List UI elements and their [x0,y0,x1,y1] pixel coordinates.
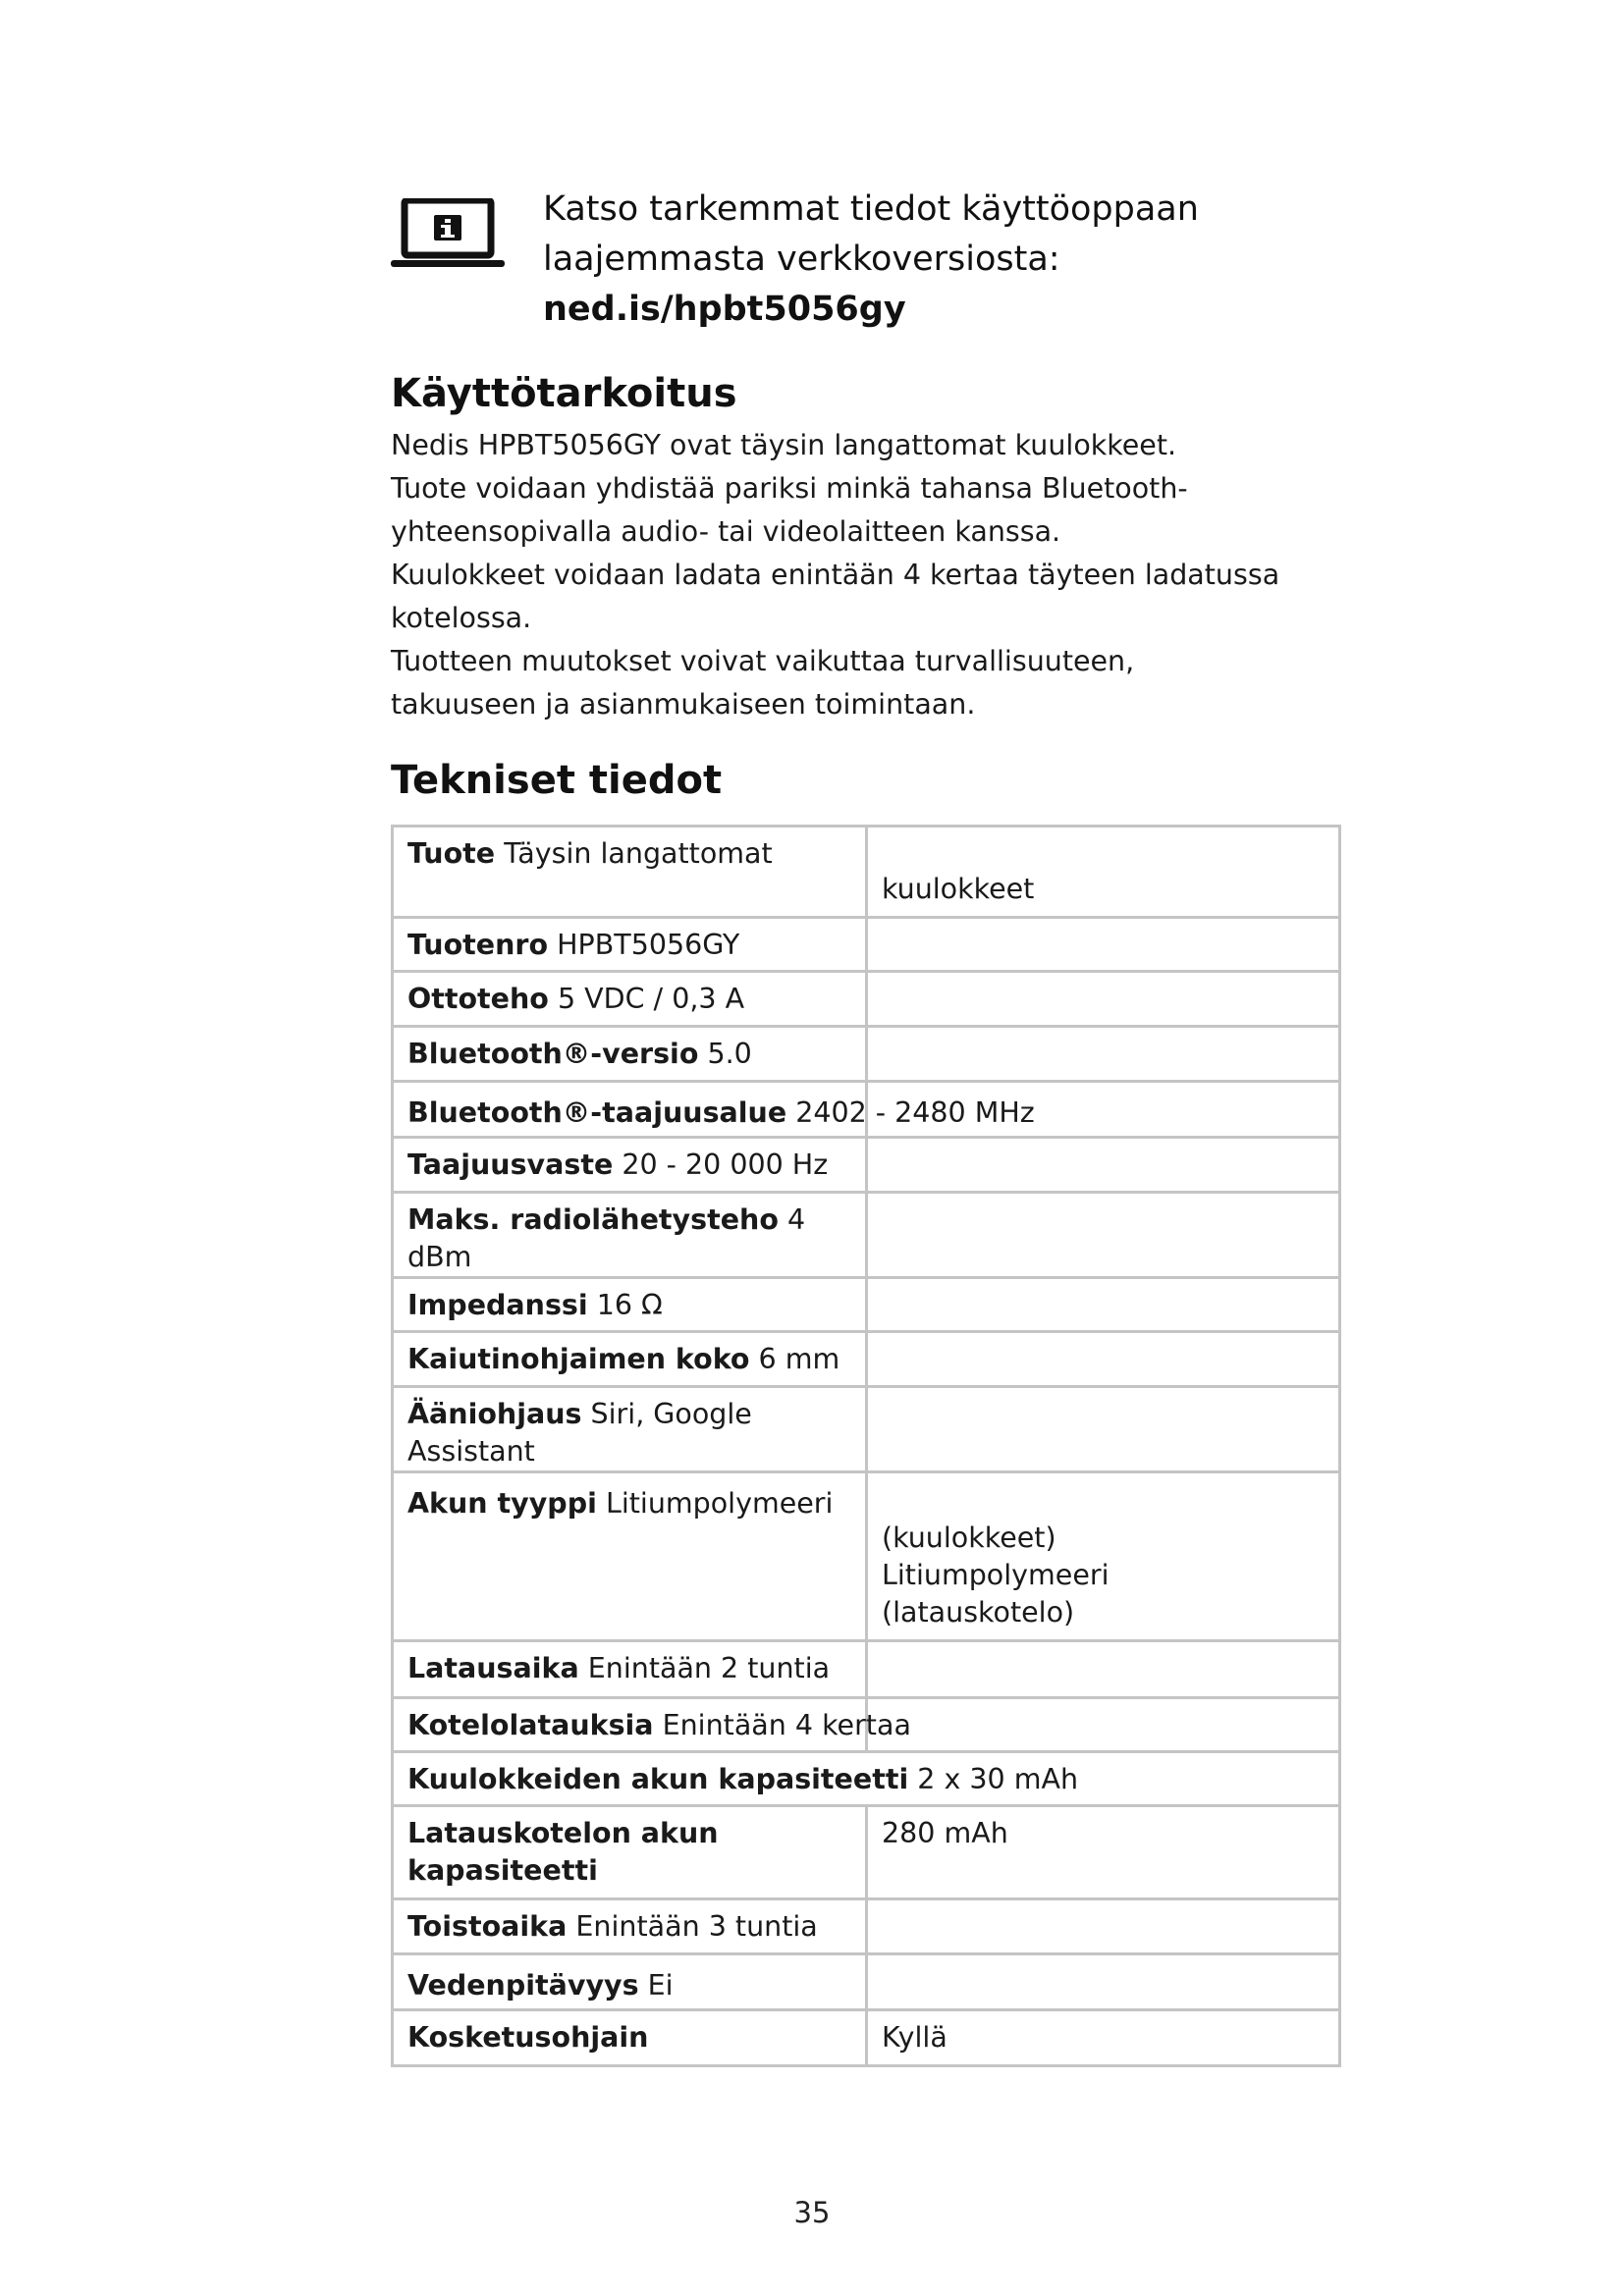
table-row [393,1752,1340,1806]
spec-col2: 280 mAh [867,1806,1340,1899]
spec-cell [393,972,867,1027]
spec-label: Maks. radiolähetysteho [407,1203,779,1236]
table-row [393,1954,1340,2010]
spec-value: 6 mm [758,1343,840,1375]
spec-label: Kosketusohjain [407,2021,649,2054]
spec-cell [393,918,867,972]
spec-value: Enintään 4 kertaa [662,1709,911,1741]
spec-label: Kaiutinohjaimen koko [407,1343,750,1375]
spec-cell [393,1082,1035,1138]
spec-value: 16 Ω [596,1289,663,1321]
notice-line-1: Katso tarkemmat tiedot käyttöoppaan [543,189,1199,229]
manual-url-link[interactable]: ned.is/hpbt5056gy [543,290,906,329]
spec-label: Ääniohjaus [407,1398,582,1430]
spec-label: Toistoaika [407,1910,568,1943]
table-row [393,2010,1340,2066]
spec-col2 [867,918,1340,972]
spec-cell [393,1806,867,1899]
spec-value: 20 - 20 000 Hz [622,1148,829,1181]
paragraph-line: kotelossa. [391,602,532,634]
spec-col2 [867,1332,1340,1387]
spec-label: Akun tyyppi [407,1487,597,1520]
spec-value: 5.0 [707,1038,752,1070]
spec-value: 2 x 30 mAh [917,1763,1079,1795]
spec-value: Ei [647,1969,674,2002]
spec-label: Vedenpitävyys [407,1969,639,2002]
paragraph-line: Nedis HPBT5056GY ovat täysin langattomat kuulokkeet. [391,429,1177,461]
paragraph-line: Kuulokkeet voidaan ladata enintään 4 kertaa täyteen ladatussa [391,559,1280,591]
intended-use-heading: Käyttötarkoitus [391,371,737,416]
spec-cell [393,1278,867,1332]
spec-col2 [867,1899,1340,1954]
spec-value: 4 dBm [407,1203,806,1273]
spec-value: 5 VDC / 0,3 A [557,983,745,1015]
spec-col2 [867,1954,1340,2010]
spec-value: Enintään 2 tuntia [587,1652,831,1684]
spec-cell [393,1472,867,1641]
laptop-info-icon [391,198,505,273]
spec-col2-line: (latauskotelo) [882,1596,1075,1629]
notice-line-2: laajemmasta verkkoversiosta: [543,240,1060,279]
table-row [393,1641,1340,1698]
table-row [393,1698,1340,1752]
spec-col2 [867,1387,1340,1472]
spec-cell [393,1752,1079,1806]
spec-col2 [867,1472,1340,1641]
spec-value: Siri, Google Assistant [407,1398,752,1468]
spec-cell [393,1641,867,1698]
table-row [393,1193,1340,1278]
spec-col2-line: (kuulokkeet) [882,1522,1056,1554]
table-row [393,918,1340,972]
paragraph-line: takuuseen ja asianmukaiseen toimintaan. [391,688,976,721]
spec-cell [393,1387,867,1472]
spec-col2 [867,1278,1340,1332]
spec-col2 [867,972,1340,1027]
table-row [393,1027,1340,1082]
spec-label: Tuotenro [407,929,549,961]
spec-col2 [867,1641,1340,1698]
spec-label: Bluetooth®-versio [407,1038,699,1070]
spec-value: 2402 - 2480 MHz [795,1096,1035,1129]
spec-label: Latausaika [407,1652,579,1684]
spec-col2 [867,1193,1340,1278]
spec-cell [393,1698,911,1752]
spec-cell [393,1138,867,1193]
spec-label: Tuote [407,837,496,870]
spec-cell [393,1899,867,1954]
spec-col2-line: Litiumpolymeeri [882,1559,1110,1591]
specs-table [391,825,1341,2067]
spec-cell [393,827,867,918]
spec-value: Enintään 3 tuntia [575,1910,818,1943]
table-row [393,1332,1340,1387]
paragraph-line: yhteensopivalla audio- tai videolaitteen kanssa. [391,515,1061,548]
table-row [393,1387,1340,1472]
table-row [393,1899,1340,1954]
table-row [393,1806,1340,1899]
spec-value: Täysin langattomat [504,837,773,870]
spec-cell [393,1193,867,1278]
spec-col2: kuulokkeet [867,827,1340,918]
spec-label: Kotelolatauksia [407,1709,654,1741]
spec-col2 [867,1027,1340,1082]
spec-label: Taajuusvaste [407,1148,614,1181]
table-row [393,1138,1340,1193]
spec-col2 [867,1138,1340,1193]
spec-col2: Kyllä [867,2010,1340,2066]
spec-label: Kuulokkeiden akun kapasiteetti [407,1763,909,1795]
spec-col2 [867,1698,1340,1752]
specs-heading: Tekniset tiedot [391,758,723,803]
spec-value: HPBT5056GY [557,929,740,961]
spec-label-line: Latauskotelon akun [407,1817,719,1849]
table-row [393,1472,1340,1641]
spec-label: Bluetooth®-taajuusalue [407,1096,787,1129]
spec-cell [393,1332,867,1387]
paragraph-line: Tuotteen muutokset voivat vaikuttaa turvallisuuteen, [391,645,1135,677]
spec-label: Impedanssi [407,1289,588,1321]
paragraph-line: Tuote voidaan yhdistää pariksi minkä tahansa Bluetooth- [391,472,1188,505]
spec-label: Ottoteho [407,983,549,1015]
spec-label-line: kapasiteetti [407,1854,598,1887]
spec-cell [393,2010,867,2066]
table-row [393,1278,1340,1332]
page-number: 35 [793,2196,831,2229]
spec-cell [393,1027,867,1082]
spec-cell [393,1954,867,2010]
spec-value: Litiumpolymeeri [605,1487,834,1520]
table-row [393,827,1340,918]
intended-use-text [391,424,1280,726]
table-row [393,1082,1340,1138]
table-row [393,972,1340,1027]
